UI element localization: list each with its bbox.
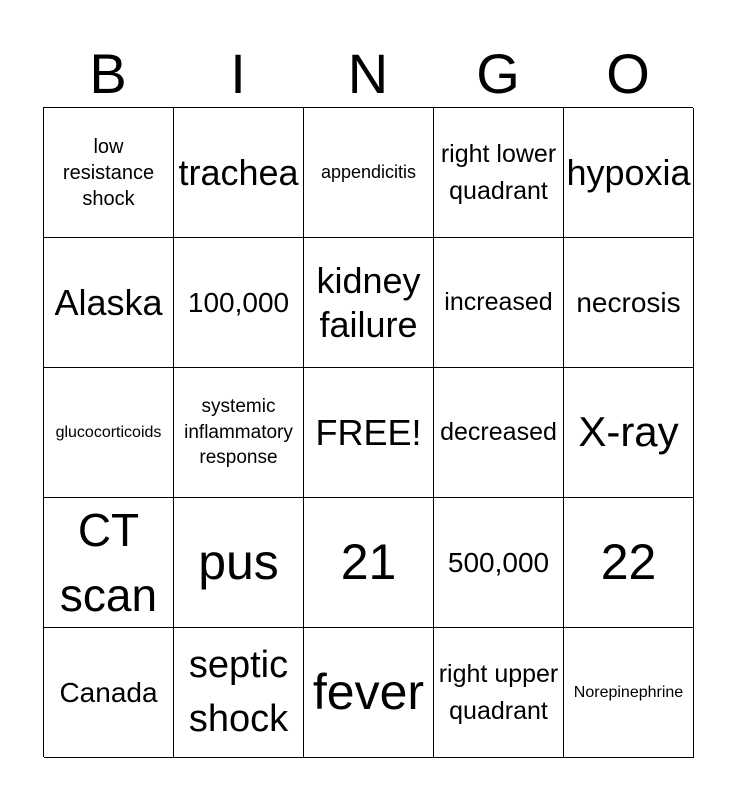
bingo-cell[interactable] (174, 368, 304, 498)
bingo-cell[interactable] (174, 628, 304, 758)
bingo-cell[interactable] (304, 498, 434, 628)
cell-text: X-ray (578, 408, 679, 456)
header-letter-i: I (230, 42, 246, 105)
cell-text: Norepinephrine (573, 683, 684, 701)
cell-text: systemic inflammatory response (184, 396, 293, 469)
bingo-cell[interactable] (434, 368, 564, 498)
cell-text: right upper quadrant (438, 659, 559, 725)
bingo-cell[interactable] (434, 628, 564, 758)
bingo-cell[interactable] (304, 368, 434, 498)
cell-text: right lower quadrant (440, 139, 557, 205)
bingo-cell[interactable] (44, 368, 174, 498)
cell-text: septic shock (188, 644, 289, 740)
cell-text: Canada (59, 676, 158, 708)
header-letter-o: O (606, 42, 650, 105)
cell-text: FREE! (315, 411, 422, 453)
header-letter-n: N (347, 42, 389, 105)
cell-text: increased (444, 288, 553, 316)
cell-text: necrosis (576, 286, 681, 318)
bingo-header (43, 40, 693, 108)
bingo-cell[interactable] (434, 238, 564, 368)
bingo-cell[interactable] (304, 238, 434, 368)
bingo-cell[interactable] (304, 108, 434, 238)
cell-text: kidney failure (316, 260, 421, 345)
bingo-cell[interactable] (564, 628, 694, 758)
cell-text: low resistance shock (62, 135, 155, 210)
cell-text: CT scan (59, 504, 158, 621)
cell-text: glucocorticoids (55, 423, 162, 441)
bingo-cell[interactable] (44, 628, 174, 758)
bingo-cell[interactable] (174, 108, 304, 238)
bingo-board (43, 107, 693, 757)
cell-text: 500,000 (447, 546, 550, 578)
bingo-cell[interactable] (564, 498, 694, 628)
cell-text: trachea (178, 151, 299, 193)
bingo-cell[interactable] (434, 108, 564, 238)
bingo-cell[interactable] (564, 368, 694, 498)
bingo-cell[interactable] (564, 238, 694, 368)
bingo-cell[interactable] (434, 498, 564, 628)
bingo-cell[interactable] (44, 108, 174, 238)
cell-text: 21 (340, 534, 397, 590)
bingo-cell[interactable] (304, 628, 434, 758)
cell-text: Alaska (54, 281, 163, 323)
cell-text: pus (198, 534, 279, 590)
cell-text: 100,000 (187, 286, 290, 318)
cell-text: fever (312, 664, 425, 720)
bingo-cell[interactable] (564, 108, 694, 238)
cell-text: decreased (440, 418, 557, 446)
bingo-cell[interactable] (174, 498, 304, 628)
bingo-cell[interactable] (44, 498, 174, 628)
bingo-cell[interactable] (174, 238, 304, 368)
cell-text: 22 (600, 534, 657, 590)
bingo-cell[interactable] (44, 238, 174, 368)
cell-text: hypoxia (566, 151, 691, 193)
header-letter-b: B (89, 42, 127, 105)
cell-text: appendicitis (320, 161, 417, 182)
header-letter-g: G (476, 42, 520, 105)
